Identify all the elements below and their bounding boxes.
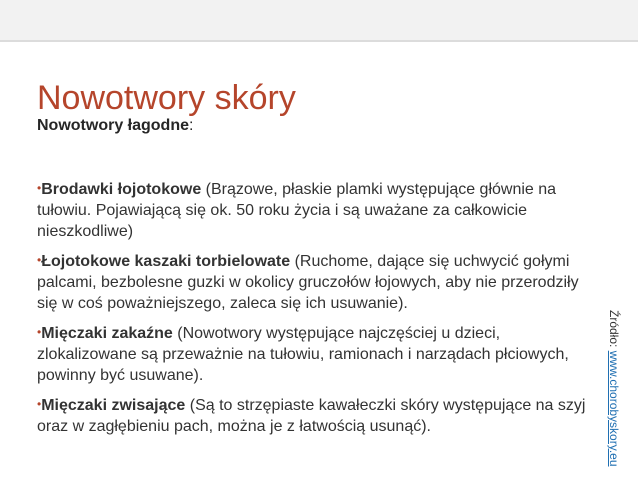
- item-term: Brodawki łojotokowe: [41, 181, 202, 198]
- bullet-icon: •: [37, 325, 42, 339]
- item-term: Łojotokowe kaszaki torbielowate: [41, 253, 291, 270]
- item-term: Mięczaki zakaźne: [41, 325, 173, 342]
- item-term: Mięczaki zwisające: [41, 397, 186, 414]
- slide-subtitle: [37, 117, 193, 135]
- source-label: Źródło:: [607, 310, 621, 351]
- list-item: [37, 250, 597, 314]
- source-link[interactable]: www.chorobyskory.eu: [607, 350, 621, 467]
- subtitle-bold: Nowotwory łagodne: [37, 117, 189, 134]
- item-description: (Są to strzępiaste kawałeczki skóry występujące na szyj oraz w zagłębieniu pach, można je z łatwością usunąć).: [37, 397, 586, 435]
- slide-top-divider: [0, 40, 638, 42]
- subtitle-colon: :: [189, 117, 194, 134]
- slide-title: Nowotwory skóry: [37, 78, 296, 117]
- bullet-icon: •: [37, 253, 42, 267]
- item-description: (Nowotwory występujące najczęściej u dzieci, zlokalizowane są przeważnie na tułowiu, ramionach i narządach płciowych, powinny być usuwane).: [37, 325, 569, 384]
- bullet-icon: •: [37, 397, 42, 411]
- list-item: [37, 394, 597, 437]
- bullet-icon: •: [37, 181, 42, 195]
- list-item: [37, 322, 597, 386]
- bullet-list: [37, 178, 597, 445]
- source-credit: [607, 310, 621, 467]
- slide-top-band: [0, 0, 638, 40]
- list-item: [37, 178, 597, 242]
- item-description: (Brązowe, płaskie plamki występujące głównie na tułowiu. Pojawiającą się ok. 50 roku życia i są uważane za całkowicie nieszkodliwe): [37, 181, 557, 240]
- item-description: (Ruchome, dające się uchwycić gołymi palcami, bezbolesne guzki w okolicy gruczołów łojowych, aby nie przerodziły się w coś poważniejszego, zaleca się ich usuwanie).: [37, 253, 579, 312]
